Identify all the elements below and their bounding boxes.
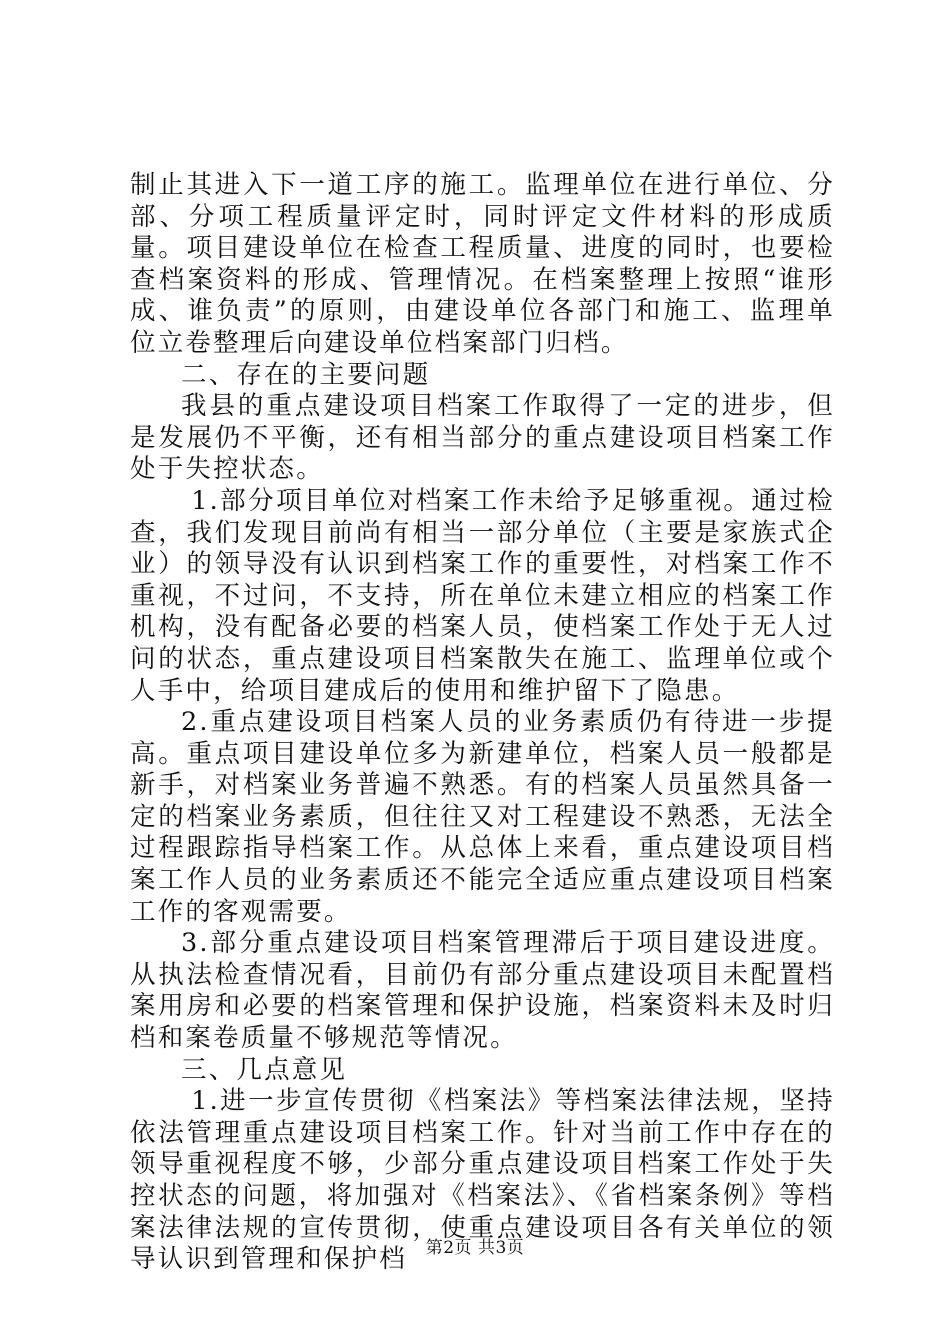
paragraph-problem-3: 3.部分重点建设项目档案管理滞后于项目建设进度。从执法检查情况看，目前仍有部分重点建设项目未配置档案用房和必要的档案管理和保护设施，档案资料未及时归档和案卷质量不够规范等情况。: [130, 928, 835, 1054]
paragraph-problem-1: 1.部分项目单位对档案工作未给予足够重视。通过检查，我们发现目前尚有相当一部分单位（主要是家族式企业）的领导没有认识到档案工作的重要性，对档案工作不重视，不过问，不支持，所在单位未建立相应的档案工作机构，没有配备必要的档案人员，使档案工作处于无人过问的状态，重点建设项目档案散失在施工、监理单位或个人手中，给项目建成后的使用和维护留下了隐患。: [130, 485, 835, 706]
paragraph-problem-2: 2.重点建设项目档案人员的业务素质仍有待进一步提高。重点项目建设单位多为新建单位，档案人员一般都是新手，对档案业务普遍不熟悉。有的档案人员虽然具备一定的档案业务素质，但往往又对工程建设不熟悉，无法全过程跟踪指导档案工作。从总体上来看，重点建设项目档案工作人员的业务素质还不能完全适应重点建设项目档案工作的客观需要。: [130, 707, 835, 927]
page-number-footer: 第2页 共3页: [425, 1238, 525, 1258]
paragraph-opinion-1: 1.进一步宣传贯彻《档案法》等档案法律法规，坚持依法管理重点建设项目档案工作。针对当前工作中存在的领导重视程度不够，少部分重点建设项目档案工作处于失控状态的问题，将加强对《档案法》、《省档案条例》等档案法律法规的宣传贯彻，使重点建设项目各有关单位的领导认识到管理和保护档: [130, 1086, 835, 1275]
paragraph-problems-intro: 我县的重点建设项目档案工作取得了一定的进步，但是发展仍不平衡，还有相当部分的重点建设项目档案工作处于失控状态。: [130, 391, 835, 485]
paragraph-continuation: 制止其进入下一道工序的施工。监理单位在进行单位、分部、分项工程质量评定时，同时评定文件材料的形成质量。项目建设单位在检查工程质量、进度的同时，也要检查档案资料的形成、管理情况。在档案整理上按照“谁形成、谁负责”的原则，由建设单位各部门和施工、监理单位立卷整理后向建设单位档案部门归档。: [130, 170, 835, 358]
section-heading-opinions: 三、几点意见: [181, 1054, 348, 1085]
section-heading-problems: 二、存在的主要问题: [181, 359, 431, 390]
document-body: [130, 170, 835, 1276]
